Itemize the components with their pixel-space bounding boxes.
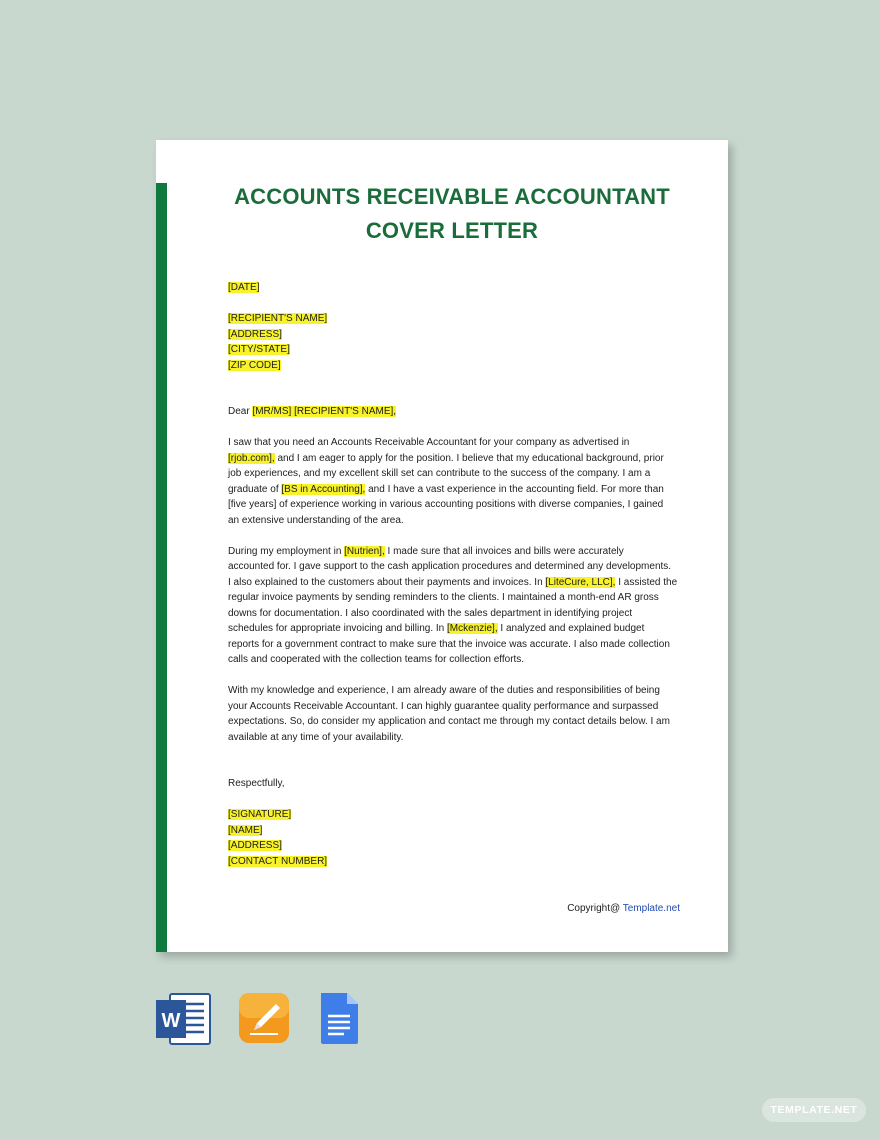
job-site-placeholder: [rjob.com],	[228, 452, 275, 464]
page-title	[196, 180, 708, 248]
sender-name: [NAME]	[228, 824, 263, 836]
word-icon[interactable]	[156, 992, 212, 1046]
copyright-link[interactable]: Template.net	[622, 903, 680, 914]
sender-signature: [SIGNATURE]	[228, 809, 292, 820]
salutation-placeholder: [MR/MS] [RECIPIENT'S NAME],	[252, 406, 397, 417]
degree-placeholder: [BS in Accounting],	[281, 483, 366, 495]
letter-body	[228, 280, 688, 869]
pages-icon[interactable]	[238, 992, 290, 1046]
sender-address: [ADDRESS]	[228, 840, 282, 851]
paragraph-1: I saw that you need an Accounts Receivable Accountant for your company as advertised in [rjob.com], and I am eager to apply for the position. I believe that my educational background, prior job experiences, and my excellent skill set can contribute to the success of the company. I am a graduate of [BS in Accounting], and I have a vast experience in the accounting field. For more than [five years] of experience working in various accounting positions with diverse companies, I gained an extensive understanding of the area.	[228, 437, 664, 526]
green-accent-bar	[156, 183, 167, 952]
salutation: Dear [MR/MS] [RECIPIENT'S NAME],	[228, 406, 397, 417]
paragraph-3: With my knowledge and experience, I am already aware of the duties and responsibilities of being your Accounts Receivable Accountant. I can highly guarantee quality performance and surpassed expectations. So, do consider my application and contact me through my contact details below. I am available at any time of your availability.	[228, 685, 670, 743]
letter-page	[156, 140, 728, 952]
closing: Respectfully,	[228, 778, 285, 789]
title-line-2: COVER LETTER	[365, 218, 539, 243]
google-docs-icon[interactable]	[318, 992, 360, 1046]
date-placeholder: [DATE]	[228, 282, 260, 293]
copyright: Copyright@ Template.net	[567, 903, 680, 914]
title-line-1: ACCOUNTS RECEIVABLE ACCOUNTANT	[234, 184, 670, 209]
recipient-city-state: [CITY/STATE]	[228, 344, 290, 355]
recipient-address: [ADDRESS]	[228, 328, 282, 340]
employer-1-placeholder: [Nutrien],	[344, 545, 385, 557]
word-letter: W	[161, 1010, 181, 1032]
employer-2-placeholder: [LiteCure, LLC],	[545, 576, 616, 588]
template-net-badge[interactable]: TEMPLATE.NET	[762, 1098, 866, 1122]
sender-contact: [CONTACT NUMBER]	[228, 855, 328, 867]
paragraph-2: During my employment in [Nutrien], I made sure that all invoices and bills were accurately accounted for. I gave support to the cash application procedures and determined any developments. I also explained to the customers about their payments and invoices. In [LiteCure, LLC], I assisted the regular invoice payments by sending reminders to the clients. I maintained a month-end AR gross downs for documentation. I also coordinated with the sales department in identifying project schedules for appropriate invoicing and billing. In [Mckenzie], I analyzed and explained budget reports for a government contract to make sure that the invoice was accurate. I also made collection calls and cooperated with the collection teams for collection efforts.	[228, 545, 678, 665]
recipient-name: [RECIPIENT'S NAME]	[228, 313, 328, 324]
recipient-zip: [ZIP CODE]	[228, 359, 281, 371]
employer-3-placeholder: [Mckenzie],	[447, 623, 498, 634]
